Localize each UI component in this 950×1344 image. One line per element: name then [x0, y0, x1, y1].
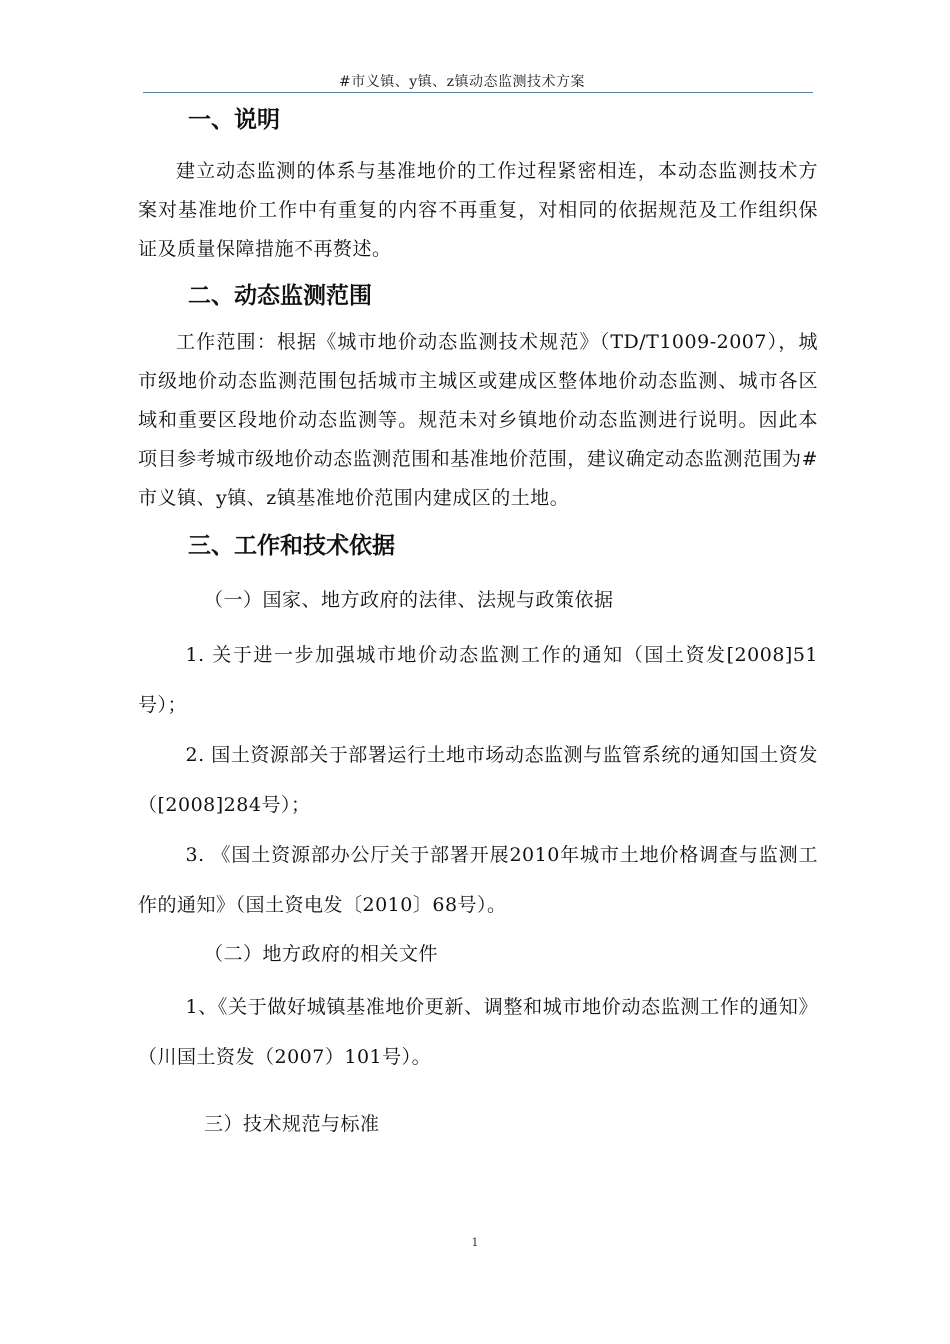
- page-header: [143, 74, 813, 94]
- basis-item-1: 1. 关于进一步加强城市地价动态监测工作的通知（国土资发[2008]51号）；: [138, 644, 818, 717]
- header-rule: [143, 92, 813, 93]
- subsection-local-documents: （二）地方政府的相关文件: [204, 943, 439, 966]
- basis-item-2: 2. 国土资源部关于部署运行土地市场动态监测与监管系统的通知国土资发（[2008]284号）；: [138, 744, 818, 817]
- section-2-paragraph: 工作范围：根据《城市地价动态监测技术规范》（TD/T1009-2007），城市级地价动态监测范围包括城市主城区或建成区整体地价动态监测、城市各区域和重要区段地价动态监测等。规范未对乡镇地价动态监测进行说明。因此本项目参考城市级地价动态监测范围和基准地价范围，建议确定动态监测范围为#市义镇、y镇、z镇基准地价范围内建成区的土地。: [138, 331, 818, 509]
- section-2-heading: 二、动态监测范围: [188, 283, 372, 310]
- section-1-paragraph: 建立动态监测的体系与基准地价的工作过程紧密相连，本动态监测技术方案对基准地价工作中有重复的内容不再重复，对相同的依据规范及工作组织保证及质量保障措施不再赘述。: [138, 160, 818, 260]
- subsection-national-basis: （一）国家、地方政府的法律、法规与政策依据: [204, 589, 614, 612]
- local-item-1: 1、《关于做好城镇基准地价更新、调整和城市地价动态监测工作的通知》（川国土资发（2007）101号）。: [138, 996, 818, 1069]
- subsection-technical-standards: 三）技术规范与标准: [204, 1113, 380, 1136]
- header-title: #市义镇、y镇、z镇动态监测技术方案: [339, 74, 586, 90]
- page-number: 1: [471, 1236, 479, 1249]
- basis-item-3: 3. 《国土资源部办公厅关于部署开展2010年城市土地价格调查与监测工作的通知》（国土资电发〔2010〕68号）。: [138, 844, 818, 917]
- document-body: [138, 100, 818, 1144]
- section-1-heading: 一、说明: [188, 107, 280, 133]
- section-3-heading: 三、工作和技术依据: [188, 533, 395, 560]
